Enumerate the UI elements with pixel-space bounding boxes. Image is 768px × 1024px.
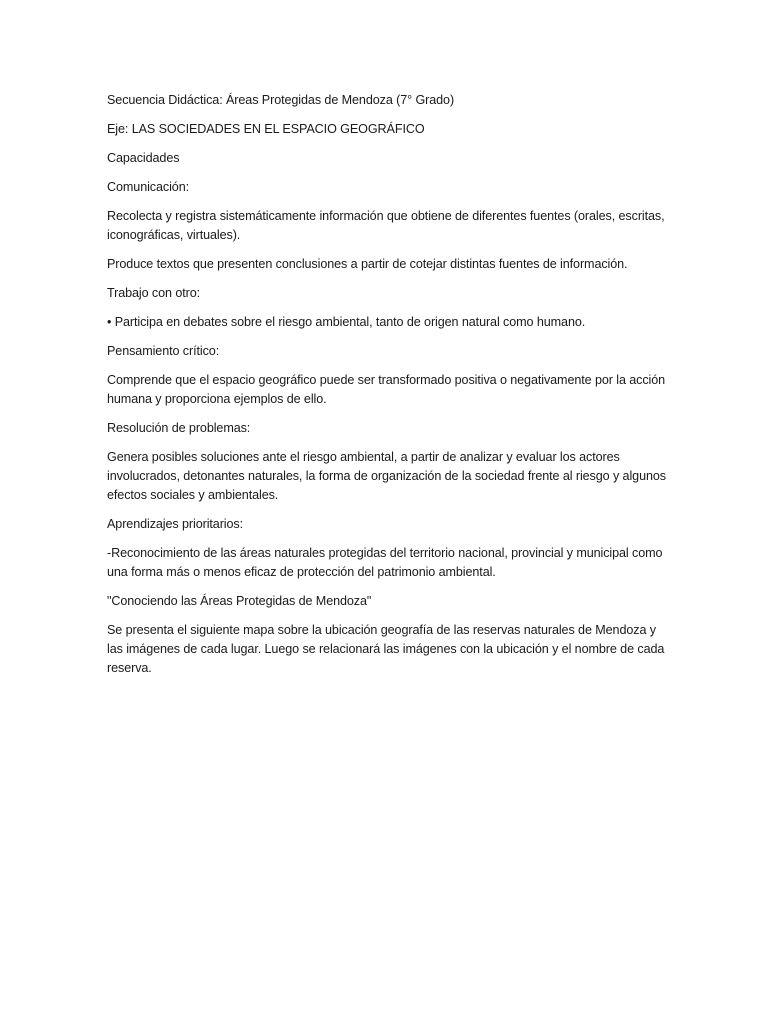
axis-line: Eje: LAS SOCIEDADES EN EL ESPACIO GEOGRÁFICO [107, 122, 425, 136]
aprendizajes-heading: Aprendizajes prioritarios: [107, 517, 243, 531]
document-body [107, 91, 667, 688]
aprendizajes-paragraph: -Reconocimiento de las áreas naturales protegidas del territorio nacional, provincial y municipal como una forma más o menos eficaz de protección del patrimonio ambiental. [107, 546, 663, 579]
comunicacion-paragraph-1: Recolecta y registra sistemáticamente información que obtiene de diferentes fuentes (orales, escritas, iconográficas, virtuales). [107, 209, 665, 242]
pensamiento-paragraph: Comprende que el espacio geográfico puede ser transformado positiva o negativamente por la acción humana y proporciona ejemplos de ello. [107, 373, 666, 406]
activity-title: "Conociendo las Áreas Protegidas de Mendoza" [107, 594, 372, 608]
document-title: Secuencia Didáctica: Áreas Protegidas de Mendoza (7° Grado) [107, 93, 455, 107]
resolucion-heading: Resolución de problemas: [107, 421, 251, 435]
pensamiento-heading: Pensamiento crítico: [107, 344, 220, 358]
trabajo-heading: Trabajo con otro: [107, 286, 201, 300]
capacidades-heading: Capacidades [107, 151, 180, 165]
trabajo-bullet: • Participa en debates sobre el riesgo ambiental, tanto de origen natural como humano. [107, 315, 586, 329]
resolucion-paragraph: Genera posibles soluciones ante el riesgo ambiental, a partir de analizar y evaluar los actores involucrados, detonantes naturales, la forma de organización de la sociedad frente al riesgo y algunos efectos sociales y ambientales. [107, 450, 666, 502]
comunicacion-paragraph-2: Produce textos que presenten conclusiones a partir de cotejar distintas fuentes de información. [107, 257, 628, 271]
comunicacion-heading: Comunicación: [107, 180, 189, 194]
activity-paragraph: Se presenta el siguiente mapa sobre la ubicación geografía de las reservas naturales de Mendoza y las imágenes de cada lugar. Luego se relacionará las imágenes con la ubicación y el nombre de cada reserva. [107, 623, 665, 675]
